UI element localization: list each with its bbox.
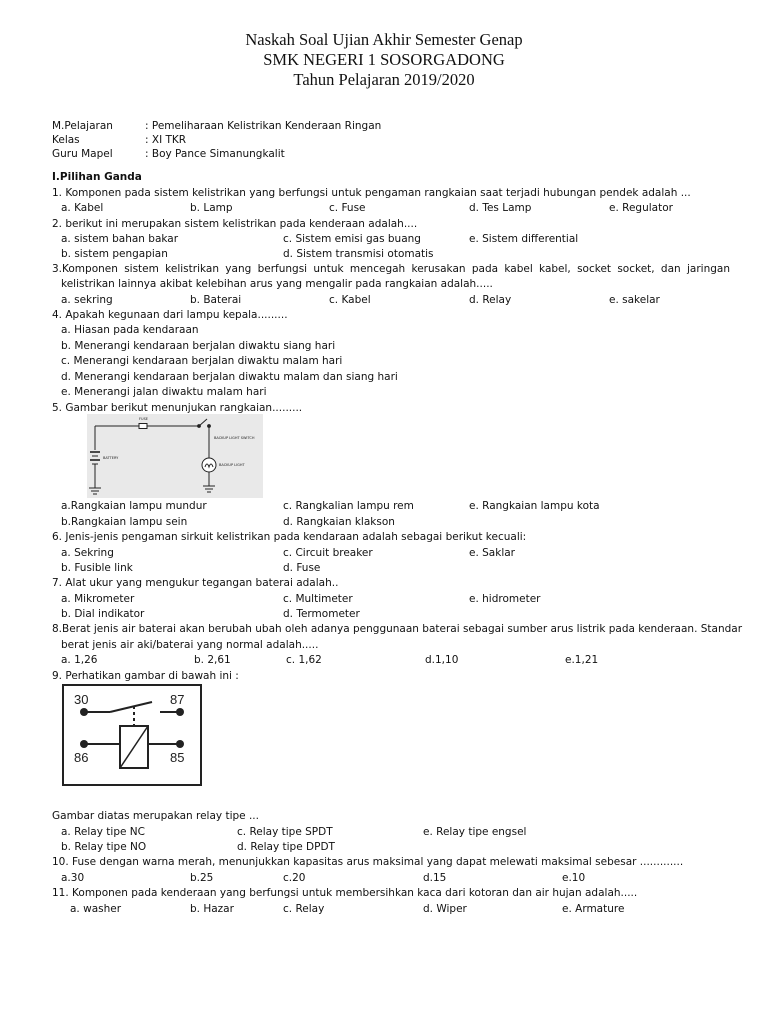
q1-option-b: b. Lamp xyxy=(190,202,233,214)
q9-option-c: c. Relay tipe SPDT xyxy=(237,826,333,838)
info-value-teacher: : Boy Pance Simanungkalit xyxy=(145,148,285,160)
q6-option-e: e. Saklar xyxy=(469,547,515,559)
diagram-label-battery: BATTERY xyxy=(103,456,119,460)
q2-option-c: c. Sistem emisi gas buang xyxy=(283,233,421,245)
question-1: 1. Komponen pada sistem kelistrikan yang berfungsi untuk pengaman rangkaian saat terjadi hubungan pendek adalah ... xyxy=(52,187,691,199)
q8-option-c: c. 1,62 xyxy=(286,654,322,666)
q10-option-d: d.15 xyxy=(423,872,447,884)
q6-option-b: b. Fusible link xyxy=(61,562,133,574)
question-9: 9. Perhatikan gambar di bawah ini : xyxy=(52,670,239,682)
q11-option-b: b. Hazar xyxy=(190,903,234,915)
section-title: I.Pilihan Ganda xyxy=(52,171,142,183)
q2-option-b: b. sistem pengapian xyxy=(61,248,168,260)
q11-option-e: e. Armature xyxy=(562,903,625,915)
info-value-subject: : Pemeliharaan Kelistrikan Kenderaan Ringan xyxy=(145,120,382,132)
q3-option-e: e. sakelar xyxy=(609,294,660,306)
q8-option-b: b. 2,61 xyxy=(194,654,231,666)
info-label-subject: M.Pelajaran xyxy=(52,120,113,132)
q1-option-a: a. Kabel xyxy=(61,202,104,214)
diagram-label-lamp: BACKUP LIGHT xyxy=(219,463,245,467)
q5-option-b: b.Rangkaian lampu sein xyxy=(61,516,188,528)
q9-caption: Gambar diatas merupakan relay tipe ... xyxy=(52,810,259,822)
q7-option-e: e. hidrometer xyxy=(469,593,541,605)
question-4: 4. Apakah kegunaan dari lampu kepala......... xyxy=(52,309,288,321)
fuse-symbol xyxy=(139,424,147,429)
terminal-85-label: 85 xyxy=(170,750,185,765)
q1-option-d: d. Tes Lamp xyxy=(469,202,532,214)
q5-option-d: d. Rangkaian klakson xyxy=(283,516,395,528)
q4-option-c: c. Menerangi kendaraan berjalan diwaktu malam hari xyxy=(61,355,343,367)
school-year: Tahun Pelajaran 2019/2020 xyxy=(293,70,475,89)
q11-option-d: d. Wiper xyxy=(423,903,467,915)
question-3-line-1: 3.Komponen sistem kelistrikan yang berfungsi untuk mencegah kerusakan pada kabel kabel, socket socket, dan jaringan xyxy=(52,263,730,275)
q4-option-d: d. Menerangi kendaraan berjalan diwaktu malam dan siang hari xyxy=(61,371,398,383)
q9-option-a: a. Relay tipe NC xyxy=(61,826,145,838)
q8-option-e: e.1,21 xyxy=(565,654,599,666)
q10-option-e: e.10 xyxy=(562,872,586,884)
lamp-symbol xyxy=(202,458,216,472)
diagram-label-fuse: FUSE xyxy=(139,417,149,421)
q6-option-a: a. Sekring xyxy=(61,547,114,559)
q4-option-e: e. Menerangi jalan diwaktu malam hari xyxy=(61,386,267,398)
diagram-label-switch: BACKUP LIGHT SWITCH xyxy=(214,436,255,440)
question-7: 7. Alat ukur yang mengukur tegangan baterai adalah.. xyxy=(52,577,339,589)
question-8-line-1: 8.Berat jenis air baterai akan berubah ubah oleh adanya penggunaan baterai sebagai sumber arus listrik pada kenderaan. Standar xyxy=(52,623,743,635)
q2-option-e: e. Sistem differential xyxy=(469,233,579,245)
q3-option-a: a. sekring xyxy=(61,294,113,306)
school-name: SMK NEGERI 1 SOSORGADONG xyxy=(263,50,505,69)
q8-option-a: a. 1,26 xyxy=(61,654,98,666)
q10-option-a: a.30 xyxy=(61,872,85,884)
q9-option-e: e. Relay tipe engsel xyxy=(423,826,527,838)
q11-option-a: a. washer xyxy=(70,903,122,915)
question-8-line-2: berat jenis air aki/baterai yang normal adalah..... xyxy=(61,639,319,651)
q6-option-c: c. Circuit breaker xyxy=(283,547,373,559)
q6-option-d: d. Fuse xyxy=(283,562,321,574)
terminal-86-label: 86 xyxy=(74,750,89,765)
q3-option-d: d. Relay xyxy=(469,294,512,306)
relay-diagram xyxy=(62,684,202,786)
question-11: 11. Komponen pada kenderaan yang berfungsi untuk membersihkan kaca dari kotoran dan air hujan adalah..... xyxy=(52,887,638,899)
q10-option-b: b.25 xyxy=(190,872,214,884)
info-value-class: : XI TKR xyxy=(145,134,187,146)
exam-title: Naskah Soal Ujian Akhir Semester Genap xyxy=(245,30,523,49)
q7-option-a: a. Mikrometer xyxy=(61,593,135,605)
q7-option-c: c. Multimeter xyxy=(283,593,353,605)
q11-option-c: c. Relay xyxy=(283,903,325,915)
question-2: 2. berikut ini merupakan sistem kelistrikan pada kenderaan adalah.... xyxy=(52,218,418,230)
q4-option-a: a. Hiasan pada kendaraan xyxy=(61,324,199,336)
q10-option-c: c.20 xyxy=(283,872,306,884)
q7-option-d: d. Termometer xyxy=(283,608,360,620)
q1-option-c: c. Fuse xyxy=(329,202,366,214)
q5-option-e: e. Rangkaian lampu kota xyxy=(469,500,600,512)
q3-option-b: b. Baterai xyxy=(190,294,242,306)
document-header xyxy=(0,30,768,90)
question-10: 10. Fuse dengan warna merah, menunjukkan kapasitas arus maksimal yang dapat melewati maksimal sebesar ............. xyxy=(52,856,684,868)
q2-option-a: a. sistem bahan bakar xyxy=(61,233,179,245)
terminal-30-label: 30 xyxy=(74,692,89,707)
q7-option-b: b. Dial indikator xyxy=(61,608,145,620)
info-label-teacher: Guru Mapel xyxy=(52,148,113,160)
q4-option-b: b. Menerangi kendaraan berjalan diwaktu siang hari xyxy=(61,340,336,352)
q9-option-d: d. Relay tipe DPDT xyxy=(237,841,335,853)
q2-option-d: d. Sistem transmisi otomatis xyxy=(283,248,434,260)
q9-option-b: b. Relay tipe NO xyxy=(61,841,147,853)
question-5: 5. Gambar berikut menunjukan rangkaian......... xyxy=(52,402,303,414)
info-label-class: Kelas xyxy=(52,134,80,146)
question-6: 6. Jenis-jenis pengaman sirkuit kelistrikan pada kendaraan adalah sebagai berikut kecuali: xyxy=(52,531,527,543)
terminal-87-label: 87 xyxy=(170,692,185,707)
q5-option-c: c. Rangkalian lampu rem xyxy=(283,500,414,512)
backup-light-circuit-diagram xyxy=(87,414,263,498)
q8-option-d: d.1,10 xyxy=(425,654,459,666)
q1-option-e: e. Regulator xyxy=(609,202,673,214)
q3-option-c: c. Kabel xyxy=(329,294,371,306)
question-3-line-2: kelistrikan lainnya akibat kelebihan arus yang mengalir pada rangkaian adalah..... xyxy=(61,278,493,290)
q5-option-a: a.Rangkaian lampu mundur xyxy=(61,500,207,512)
